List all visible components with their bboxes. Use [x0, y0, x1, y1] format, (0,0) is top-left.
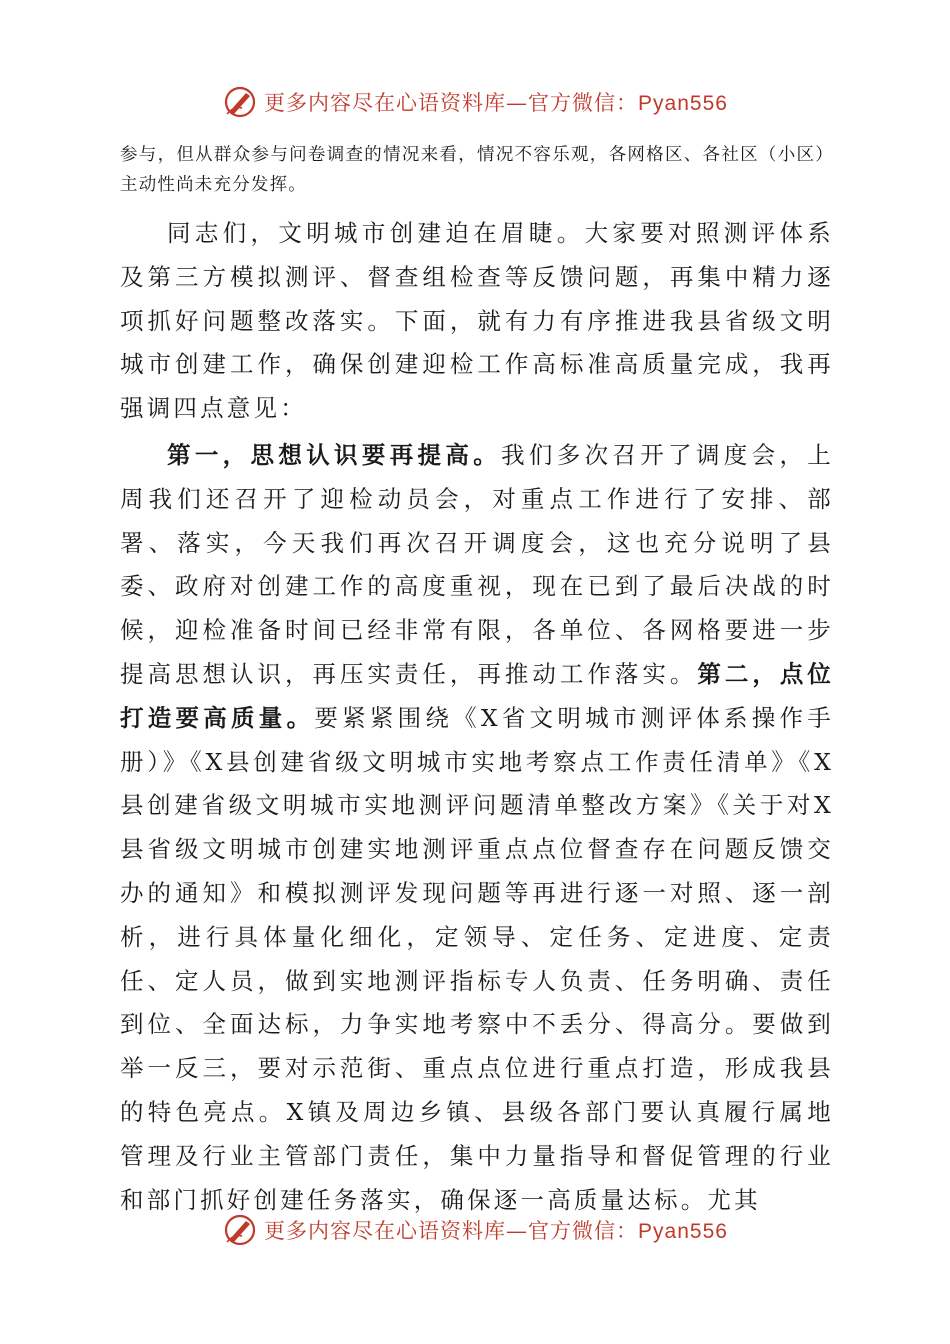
banner-text [264, 1215, 728, 1245]
point-one-text: 我们多次召开了调度会，上周我们还召开了迎检动员会，对重点工作进行了安排、部署、落实，今天我们再次召开调度会，这也充分说明了县委、政府对创建工作的高度重视，现在已到了最后决战的时候，迎检准备时间已经非常有限，各单位、各网格要进一步提高思想认识，再压实责任，再推动工作落实。 [120, 440, 835, 688]
pen-logo-icon [222, 84, 258, 120]
banner-wechat-id: Pyan556 [638, 92, 728, 115]
banner-text [264, 87, 728, 117]
pen-logo-icon [222, 1212, 258, 1248]
document-body [120, 140, 834, 1222]
point-two-heading: 第二，点位打造要高质量。 [120, 659, 835, 732]
paragraph-continuation: 参与，但从群众参与问卷调查的情况来看，情况不容乐观，各网格区、各社区（小区）主动性尚未充分发挥。 [120, 145, 834, 195]
paragraph-points [120, 434, 834, 1222]
banner-label: 更多内容尽在心语资料库—官方微信： [264, 91, 639, 115]
banner-wechat-id: Pyan556 [638, 1220, 728, 1243]
paragraph-intro: 同志们，文明城市创建迫在眉睫。大家要对照测评体系及第三方模拟测评、督查组检查等反馈问题，再集中精力逐项抓好问题整改落实。下面，就有力有序推进我县省级文明城市创建工作，确保创建迎检工作高标准高质量完成，我再强调四点意见： [120, 219, 834, 423]
point-one-heading: 第一，思想认识要再提高。 [167, 440, 502, 469]
point-two-text: 要紧紧围绕《X省文明城市测评体系操作手册）》《X县创建省级文明城市实地考察点工作责任清单》《X县创建省级文明城市实地测评问题清单整改方案》《关于对X县省级文明城市创建实地测评重点点位督查存在问题反馈交办的通知》和模拟测评发现问题等再进行逐一对照、逐一剖析，进行具体量化细化，定领导、定任务、定进度、定责任、定人员，做到实地测评指标专人负责、任务明确、责任到位、全面达标，力争实地考察中不丢分、得高分。要做到举一反三，要对示范街、重点点位进行重点打造，形成我县的特色亮点。X镇及周边乡镇、县级各部门要认真履行属地管理及行业主管部门责任，集中力量指导和督促管理的行业和部门抓好创建任务落实，确保逐一高质量达标。尤其 [120, 703, 834, 1214]
footer-banner [0, 1212, 950, 1248]
banner-label: 更多内容尽在心语资料库—官方微信： [264, 1219, 639, 1243]
header-banner [0, 84, 950, 120]
